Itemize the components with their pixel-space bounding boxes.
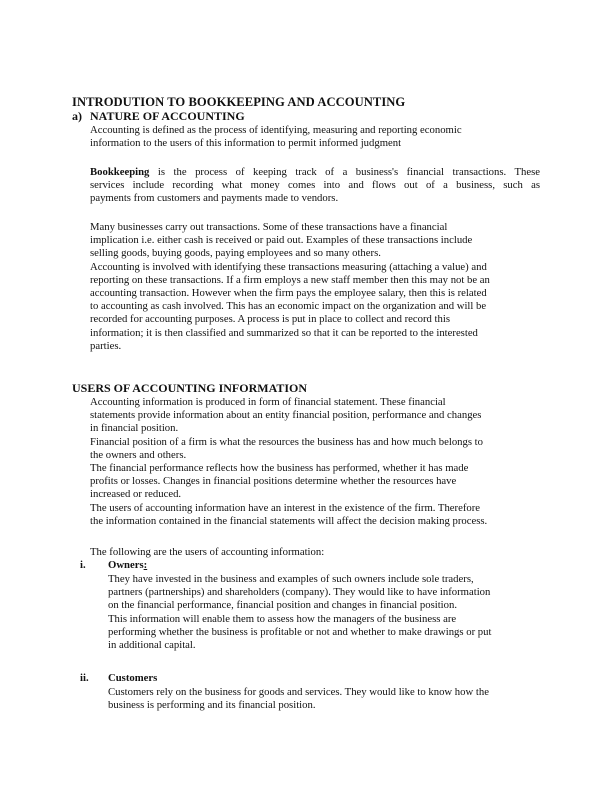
text-line: payments from customers and payments made to vendors.	[90, 192, 339, 205]
text-line: performing whether the business is profitable or not and whether to make drawings or put	[108, 625, 492, 638]
text-line: implication i.e. either cash is received or paid out. Examples of these transactions include	[90, 234, 473, 247]
text-line: profits or losses. Changes in financial positions determine whether the resources have	[90, 475, 457, 488]
text-line: statements provide information about an entity financial position, performance and changes	[90, 409, 482, 422]
text-line: the information contained in the financial statements will affect the decision making process.	[90, 514, 488, 527]
user-name: Owners	[108, 559, 144, 571]
text-line: Many businesses carry out transactions. Some of these transactions have a financial	[90, 221, 448, 233]
text-line: information to the users of this information to permit informed judgment	[90, 137, 402, 150]
text-line: business is performing and its financial position.	[108, 699, 316, 712]
text-line: in financial position.	[90, 422, 179, 435]
list-numeral: i.	[80, 559, 86, 571]
user-customers-heading	[108, 672, 157, 685]
text-line: the owners and others.	[90, 448, 187, 461]
text-line: Financial position of a firm is what the resources the business has and how much belongs to	[90, 435, 483, 448]
section-a-heading: NATURE OF ACCOUNTING	[90, 109, 245, 123]
text-line: The financial performance reflects how the business has performed, whether it has made	[90, 461, 469, 474]
text-line: Accounting is involved with identifying these transactions measuring (attaching a value) and	[90, 260, 487, 273]
users-intro-paragraph	[90, 396, 487, 528]
section-a-marker: a)	[72, 109, 82, 123]
text-line: partners (partnerships) and shareholders (company). They would like to have information	[108, 586, 491, 599]
text-fragment: is the process of keeping track of a business's financial transactions. These	[157, 166, 540, 178]
text-line: Accounting is defined as the process of identifying, measuring and reporting economic	[90, 124, 462, 136]
text-line: The users of accounting information have an interest in the existence of the firm. Therefore	[90, 501, 481, 514]
text-line: to accounting as cash involved. This has an economic impact on the organization and will be	[90, 300, 487, 313]
text-line: reporting on these transactions. If a firm employs a new staff member then this may not be an	[90, 273, 490, 286]
accounting-definition	[90, 124, 462, 150]
user-name: Customers	[108, 672, 158, 684]
bookkeeping-paragraph	[90, 166, 540, 206]
users-section-heading: USERS OF ACCOUNTING INFORMATION	[72, 381, 308, 395]
text-line: on the financial performance, financial position and changes in financial position.	[108, 599, 458, 612]
text-line: increased or reduced.	[90, 488, 182, 501]
text-line: recorded for accounting purposes. A process is put in place to collect and record this	[90, 313, 450, 326]
list-numeral: ii.	[80, 672, 89, 684]
bookkeeping-term: Bookkeeping	[90, 166, 150, 178]
users-list-intro: The following are the users of accounting information:	[90, 546, 325, 558]
user-owners-heading	[108, 559, 147, 572]
text-line: This information will enable them to assess how the managers of the business are	[108, 612, 457, 625]
text-line: services include recording what money comes into and flows out of a business, such as	[90, 179, 540, 192]
text-line: parties.	[90, 339, 122, 352]
text-line: Customers rely on the business for goods and services. They would like to know how the	[108, 686, 489, 698]
transactions-paragraph	[90, 221, 490, 353]
user-customers-description	[108, 686, 489, 712]
text-line: accounting transaction. However when the firm pays the employee salary, then this is related	[90, 286, 487, 299]
text-line: information; it is then classified and summarized so that it can be reported to the interested	[90, 326, 478, 339]
user-owners-description	[108, 573, 491, 652]
text-line: They have invested in the business and examples of such owners include sole traders,	[108, 573, 474, 585]
text-line: in additional capital.	[108, 638, 196, 651]
user-name-suffix: :	[143, 559, 148, 571]
text-line	[90, 166, 540, 179]
text-line: Accounting information is produced in form of financial statement. These financial	[90, 396, 446, 408]
text-line: selling goods, buying goods, paying employees and so many others.	[90, 247, 381, 260]
document-title: INTRODUTION TO BOOKKEEPING AND ACCOUNTING	[72, 95, 406, 109]
